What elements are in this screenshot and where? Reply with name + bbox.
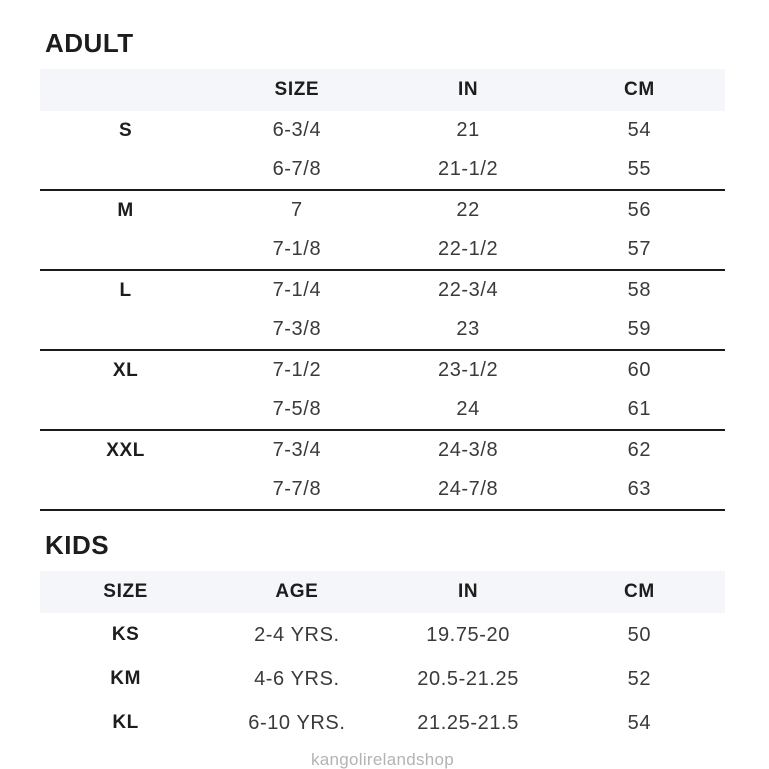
size-group-s [40, 111, 725, 191]
data-cell: 6-7/8 [272, 158, 322, 180]
table-row [40, 351, 725, 390]
header-cell: CM [624, 79, 655, 100]
size-label-cell: L [119, 279, 132, 301]
data-cell: 7-3/8 [272, 318, 322, 340]
data-cell: 63 [627, 478, 652, 500]
data-cell: 20.5-21.25 [417, 667, 519, 690]
data-cell: 7-3/4 [272, 439, 322, 461]
table-row [40, 431, 725, 470]
header-cell: SIZE [103, 581, 148, 602]
data-cell: 21 [456, 119, 480, 141]
adult-table-header [40, 69, 725, 111]
table-row [40, 390, 725, 429]
adult-section-title: ADULT [45, 28, 134, 58]
data-cell: 6-3/4 [272, 119, 322, 141]
adult-size-table [40, 69, 725, 511]
kids-table-header [40, 571, 725, 613]
table-row [40, 470, 725, 509]
kids-section-title: KIDS [45, 530, 110, 560]
data-cell: 19.75-20 [426, 623, 510, 646]
size-label-cell: KS [111, 624, 140, 645]
data-cell: 24-3/8 [437, 439, 499, 461]
data-cell: 59 [627, 318, 652, 340]
data-cell: 24 [456, 398, 480, 420]
size-label-cell: M [117, 199, 134, 221]
header-cell: IN [458, 581, 479, 602]
data-cell: 52 [627, 667, 652, 690]
table-row [40, 701, 725, 745]
data-cell: 62 [627, 439, 652, 461]
data-cell: 54 [627, 711, 652, 734]
size-group-m [40, 191, 725, 271]
header-cell: AGE [275, 581, 319, 602]
table-row [40, 613, 725, 657]
data-cell: 7-1/2 [272, 359, 322, 381]
data-cell: 22 [456, 199, 480, 221]
data-cell: 7-7/8 [272, 478, 322, 500]
data-cell: 60 [627, 359, 652, 381]
header-cell: CM [624, 581, 655, 602]
adult-table-body [40, 111, 725, 511]
data-cell: 7-5/8 [272, 398, 322, 420]
table-row [40, 271, 725, 310]
data-cell: 4-6 YRS. [254, 667, 340, 690]
data-cell: 61 [627, 398, 652, 420]
data-cell: 23 [456, 318, 480, 340]
table-row [40, 310, 725, 349]
data-cell: 50 [627, 623, 652, 646]
data-cell: 22-3/4 [437, 279, 499, 301]
data-cell: 21.25-21.5 [417, 711, 519, 734]
data-cell: 23-1/2 [437, 359, 499, 381]
size-label-cell: S [118, 119, 133, 141]
kids-table-body [40, 613, 725, 745]
data-cell: 57 [627, 238, 652, 260]
size-group-xl [40, 351, 725, 431]
size-group-xxl [40, 431, 725, 511]
table-row [40, 657, 725, 701]
data-cell: 7-1/8 [272, 238, 322, 260]
size-label-cell: XL [112, 359, 139, 381]
size-label-cell: XXL [106, 439, 145, 461]
data-cell: 6-10 YRS. [248, 711, 346, 734]
data-cell: 55 [627, 158, 652, 180]
size-group-l [40, 271, 725, 351]
table-row [40, 230, 725, 269]
data-cell: 24-7/8 [437, 478, 499, 500]
header-cell: IN [458, 79, 479, 100]
data-cell: 2-4 YRS. [254, 623, 340, 646]
size-label-cell: KL [112, 712, 139, 733]
table-row [40, 191, 725, 230]
data-cell: 21-1/2 [437, 158, 499, 180]
kids-size-table [40, 571, 725, 745]
data-cell: 56 [627, 199, 652, 221]
table-row [40, 111, 725, 150]
data-cell: 22-1/2 [437, 238, 499, 260]
data-cell: 54 [627, 119, 652, 141]
table-row [40, 150, 725, 189]
data-cell: 7 [291, 199, 303, 221]
size-label-cell: KM [110, 668, 141, 689]
header-cell: SIZE [274, 79, 320, 100]
watermark-text: kangolirelandshop [310, 750, 455, 769]
data-cell: 7-1/4 [272, 279, 322, 301]
data-cell: 58 [627, 279, 652, 301]
